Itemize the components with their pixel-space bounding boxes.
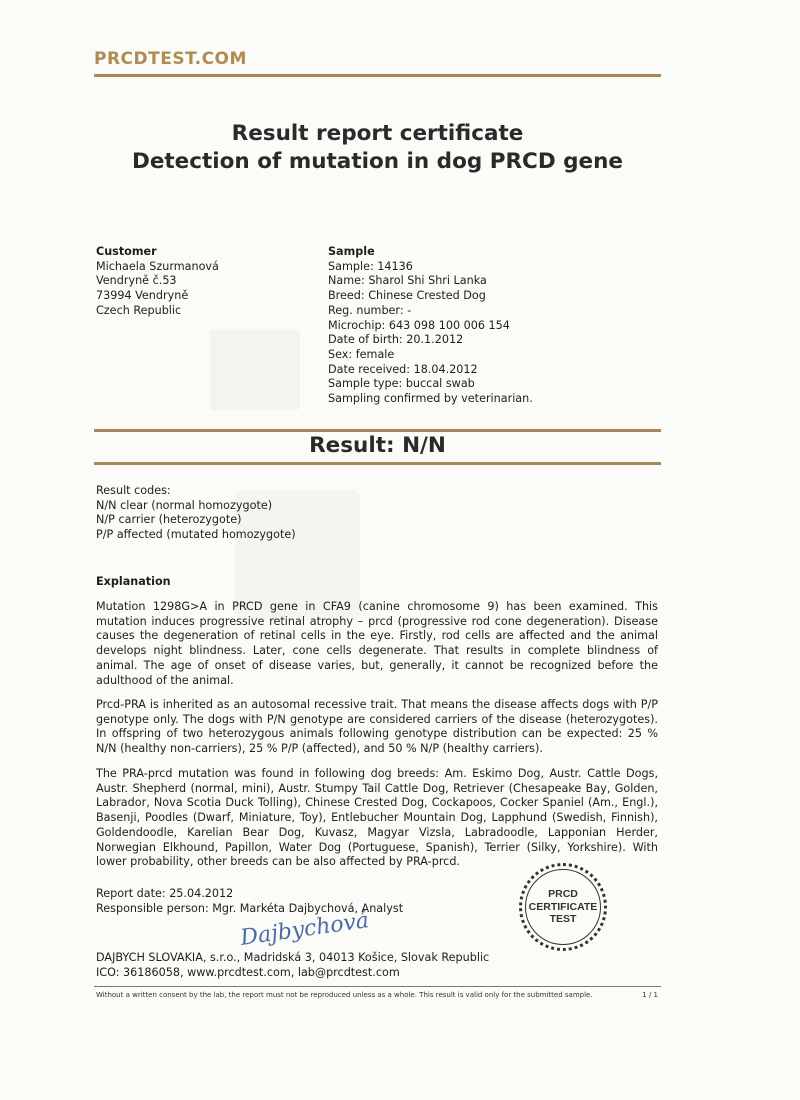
result-rule-top — [94, 429, 661, 432]
customer-heading: Customer — [96, 245, 157, 258]
analyst-signature: Dajbychová — [238, 908, 371, 951]
responsible-person: Responsible person: Mgr. Markéta Dajbychová, Analyst — [96, 901, 404, 915]
result-codes — [96, 484, 296, 543]
sample-line: Date received: 18.04.2012 — [328, 362, 478, 376]
title-line-2: Detection of mutation in dog PRCD gene — [131, 149, 624, 174]
customer-block — [96, 245, 219, 319]
footer-rule — [94, 986, 661, 987]
company-info — [96, 951, 489, 980]
header-rule — [94, 74, 661, 77]
footer — [96, 991, 658, 999]
footer-note: Without a written consent by the lab, the report must not be reproduced unless as a whole. This result is valid only for the submitted sample. — [96, 991, 593, 999]
sample-line: Date of birth: 20.1.2012 — [328, 333, 464, 347]
explanation-heading: Explanation — [96, 575, 171, 588]
result-rule-bottom — [94, 462, 661, 465]
sample-line: Microchip: 643 098 100 006 154 — [328, 318, 510, 332]
result-code-line: N/N clear (normal homozygote) — [96, 498, 273, 512]
explanation-paragraph: Prcd-PRA is inherited as an autosomal recessive trait. That means the disease affects dogs with P/P genotype only. The dogs with P/N genotype are considered carriers of the disease (heterozygotes). In offspring of two heterozygous animals following genotype distribution can be expected: 25 % N/N (healthy non-carriers), 25 % P/P (affected), and 50 % N/P (healthy carriers). — [96, 698, 658, 756]
stamp-inner-ring — [525, 869, 601, 945]
result-title: Result: N/N — [309, 433, 446, 458]
sample-block — [328, 245, 533, 407]
certificate-stamp — [519, 863, 607, 951]
customer-line: Michaela Szurmanová — [96, 259, 219, 273]
sample-line: Name: Sharol Shi Shri Lanka — [328, 274, 487, 288]
stamp-line: PRCD — [548, 888, 578, 901]
sample-line: Breed: Chinese Crested Dog — [328, 289, 486, 303]
customer-line: Czech Republic — [96, 303, 182, 317]
sample-line: Sex: female — [328, 347, 395, 361]
report-date: Report date: 25.04.2012 — [96, 887, 234, 900]
sample-line: Sample type: buccal swab — [328, 377, 475, 391]
title-line-1: Result report certificate — [231, 121, 524, 146]
stamp-line: CERTIFICATE — [528, 900, 598, 913]
explanation-paragraph: Mutation 1298G>A in PRCD gene in CFA9 (canine chromosome 9) has been examined. This mutation induces progressive retinal atrophy – prcd (progressive rod cone degeneration). Disease causes the degeneration of retinal cells in the eye. Firstly, rod cells are affected and the animal develops night blindness. Later, cone cells degenerate. That results in complete blindness of animal. The age of onset of disease varies, but, generally, it cannot be recognized before the adulthood of the animal. — [96, 600, 658, 687]
customer-line: 73994 Vendryně — [96, 289, 189, 303]
sample-heading: Sample — [328, 245, 375, 258]
stamp-line: TEST — [549, 913, 577, 926]
site-logo: PRCDTEST.COM — [94, 49, 247, 69]
result-code-line: P/P affected (mutated homozygote) — [96, 528, 296, 542]
watermark-mark — [210, 330, 300, 410]
sample-line: Sampling confirmed by veterinarian. — [328, 392, 533, 406]
page-number: 1 / 1 — [642, 991, 658, 999]
company-contact: ICO: 36186058, www.prcdtest.com, lab@prcdtest.com — [96, 965, 400, 979]
customer-line: Vendryně č.53 — [96, 274, 177, 288]
explanation-paragraph: The PRA-prcd mutation was found in following dog breeds: Am. Eskimo Dog, Austr. Cattle Dogs, Austr. Shepherd (normal, mini), Austr. Stumpy Tail Cattle Dog, Retriever (Chesapeake Bay, Golden, Labrador, Nova Scotia Duck Tolling), Chinese Crested Dog, Cockapoos, Cocker Spaniel (Am., Engl.), Basenji, Poodles (Dwarf, Miniature, Toy), Entlebucher Mountain Dog, Lapphund (Swedish, Finnish), Goldendoodle, Karelian Bear Dog, Kuvasz, Magyar Vizsla, Labradoodle, Lapponian Herder, Norwegian Elkhound, Papillon, Water Dog (Portuguese, Spanish), Terrier (Silky, Yorkshire). With lower probability, other breeds can be also affected by PRA-prcd. — [96, 767, 658, 869]
result-code-line: N/P carrier (heterozygote) — [96, 513, 242, 527]
sample-line: Sample: 14136 — [328, 259, 413, 273]
certificate-title — [94, 120, 661, 176]
company-address: DAJBYCH SLOVAKIA, s.r.o., Madridská 3, 04013 Košice, Slovak Republic — [96, 951, 490, 964]
result-code-line: Result codes: — [96, 484, 171, 497]
sample-line: Reg. number: - — [328, 303, 412, 317]
